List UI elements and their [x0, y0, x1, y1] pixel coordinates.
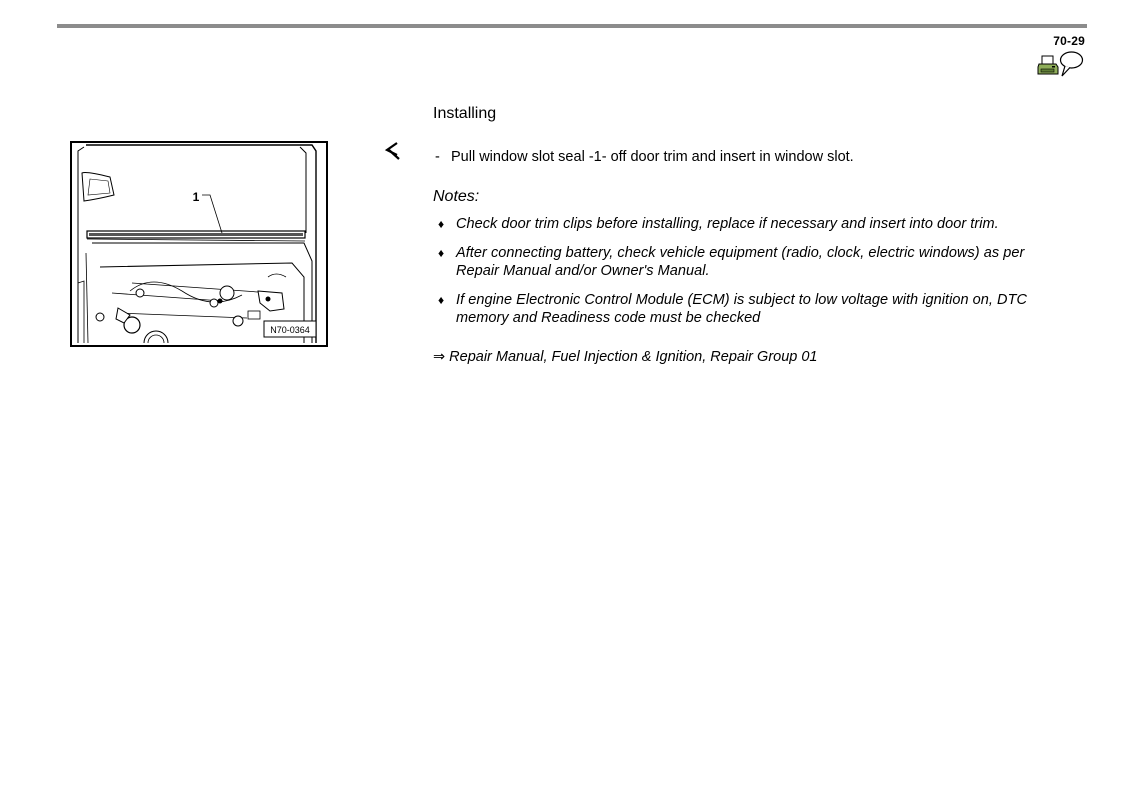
reference-arrow-icon: ⇒ [433, 349, 446, 365]
step-dash: - [435, 149, 440, 165]
arrow-pointer-icon [384, 139, 402, 161]
section-heading: Installing [433, 105, 497, 122]
note-text: If engine Electronic Control Module (ECM) is subject to low voltage with ignition on, DTC memory and Readiness code must be checked [456, 292, 1028, 326]
installation-step [435, 149, 854, 165]
figure-code: N70-0364 [270, 325, 310, 335]
print-icon[interactable] [1037, 55, 1059, 82]
toolbar-icons [1037, 51, 1087, 79]
figure-callout: 1 [192, 190, 200, 204]
diamond-bullet-icon: ♦ [438, 246, 445, 260]
diamond-bullet-icon: ♦ [438, 293, 445, 307]
note-item [438, 291, 1063, 327]
reference-link[interactable] [433, 349, 818, 365]
notes-title: Notes: [433, 188, 480, 205]
top-rule [57, 24, 1087, 28]
note-text: After connecting battery, check vehicle equipment (radio, clock, electric windows) as per Repair Manual and/or Owner's Manual. [456, 245, 1025, 279]
page-number: 70-29 [1053, 34, 1085, 48]
door-trim-figure [70, 141, 328, 347]
step-text: Pull window slot seal -1- off door trim and insert in window slot. [451, 149, 854, 165]
note-item [438, 215, 1063, 233]
note-item [438, 244, 1063, 280]
diamond-bullet-icon: ♦ [438, 217, 445, 231]
notes-list [438, 215, 1063, 338]
note-text: Check door trim clips before installing, replace if necessary and insert into door trim. [456, 216, 999, 232]
reference-text: Repair Manual, Fuel Injection & Ignition, Repair Group 01 [449, 349, 818, 365]
comment-bubble-icon[interactable] [1058, 51, 1084, 84]
